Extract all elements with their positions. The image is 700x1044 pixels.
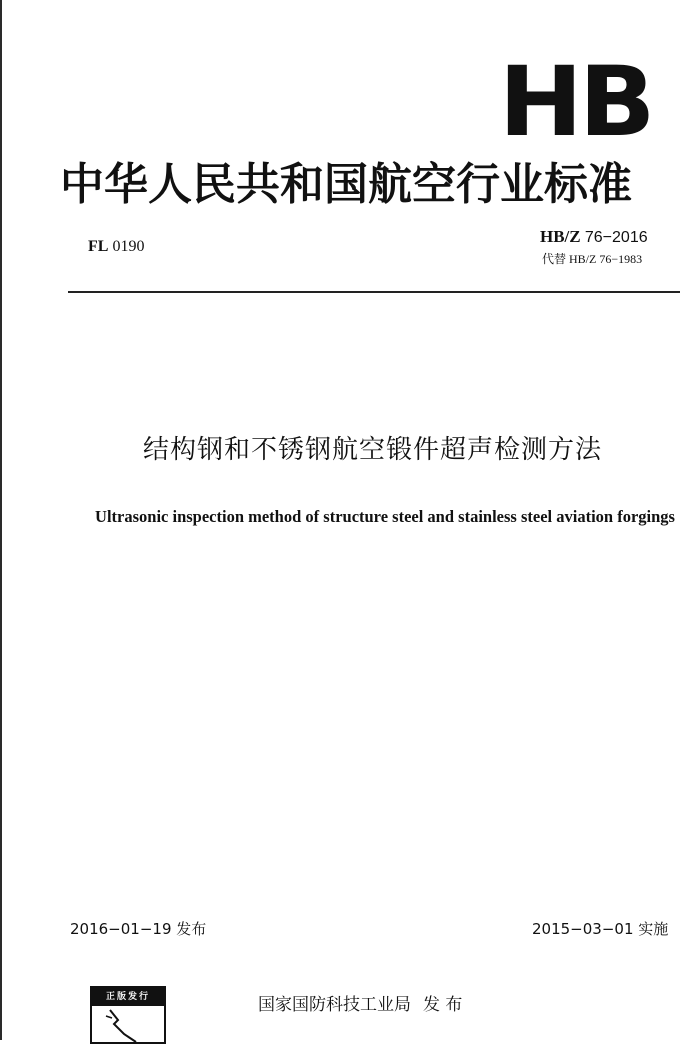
issuer-name: 国家国防科技工业局 [258,995,411,1015]
document-title-cn: 结构钢和不锈钢航空锻件超声检测方法 [142,435,602,465]
hb-logo: HB [498,46,652,158]
classification-prefix: FL [88,238,109,255]
classification-code [88,238,144,256]
standard-number [540,227,648,247]
stamp-mark-icon [92,1006,164,1042]
header-divider [68,291,680,293]
authentic-stamp [90,986,166,1044]
document-title-en: Ultrasonic inspection method of structure steel and stainless steel aviation forgings [95,507,675,526]
page-title: 中华人民共和国航空行业标准 [60,159,632,210]
stamp-label: 正版发行 [92,988,164,1006]
replaces-note: 代替 HB/Z 76−1983 [542,252,643,266]
issuer [258,990,462,1015]
issuer-action: 发 布 [423,995,463,1015]
page-edge [0,0,2,1040]
implement-date: 2015−03−01 实施 [532,920,669,938]
standard-prefix: HB/Z [540,227,581,246]
publish-date: 2016−01−19 发布 [70,920,207,938]
classification-number: 0190 [112,238,145,255]
standard-year: 76−2016 [584,229,648,246]
